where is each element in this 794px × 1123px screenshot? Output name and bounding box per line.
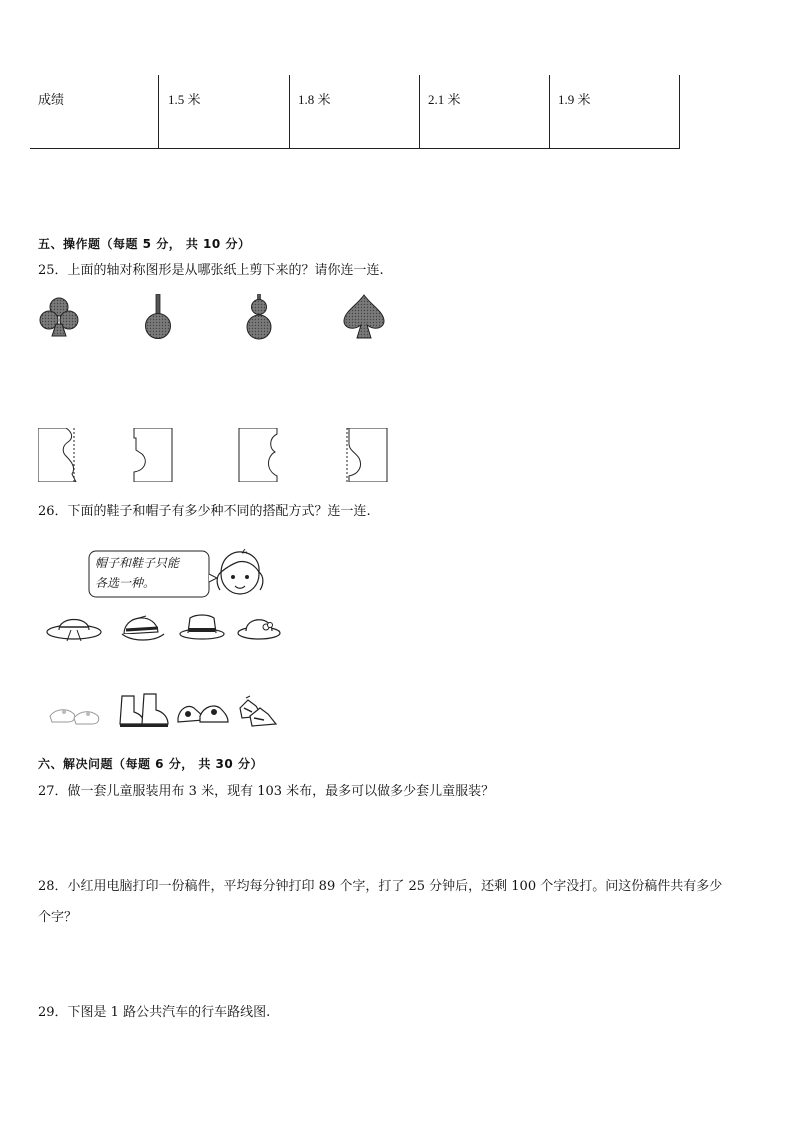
- bubble-line-1: 帽子和鞋子只能: [95, 556, 180, 570]
- score-table: [30, 75, 680, 149]
- table-divider: [549, 75, 550, 149]
- cap-icon[interactable]: [118, 608, 168, 644]
- sport-shoes-icon[interactable]: [236, 694, 280, 730]
- table-cell: 1.9 米: [558, 92, 591, 107]
- paper-half-gourd-icon[interactable]: [237, 428, 279, 482]
- table-divider: [158, 75, 159, 149]
- table-bottom-border: [30, 148, 680, 149]
- girl-icon: [212, 546, 268, 602]
- flower-hat-icon[interactable]: [236, 608, 282, 642]
- table-divider: [289, 75, 290, 149]
- table-cell: 1.5 米: [168, 92, 201, 107]
- table-cell-label: 成绩: [38, 92, 65, 107]
- table-divider: [679, 75, 680, 149]
- question-25: 25．上面的轴对称图形是从哪张纸上剪下来的？请你连一连.: [38, 263, 384, 278]
- sneakers-icon[interactable]: [176, 698, 230, 728]
- section-heading: 五、操作题（每题 5 分， 共 10 分）: [38, 237, 251, 251]
- paper-half-spade-icon[interactable]: [345, 428, 389, 482]
- boots-icon[interactable]: [116, 692, 172, 730]
- sun-hat-icon[interactable]: [45, 608, 103, 644]
- question-28-line-2: 个字？: [38, 910, 78, 925]
- question-27: 27．做一套儿童服装用布 3 米，现有 103 米布，最多可以做多少套儿童服装？: [38, 784, 495, 799]
- question-28-line-1: 28．小红用电脑打印一份稿件，平均每分钟打印 89 个字，打了 25 分钟后，还剩 100 个字没打。问这份稿件共有多少: [38, 879, 723, 894]
- club-icon[interactable]: [38, 296, 80, 338]
- table-cell: 2.1 米: [428, 92, 461, 107]
- table-divider: [419, 75, 420, 149]
- fedora-icon[interactable]: [178, 612, 226, 642]
- paper-half-club-icon[interactable]: [38, 428, 78, 482]
- bubble-line-2: 各选一种。: [95, 576, 156, 590]
- ladle-icon[interactable]: [143, 294, 173, 340]
- speech-bubble: [88, 550, 208, 598]
- section-heading: 六、解决问题（每题 6 分， 共 30 分）: [38, 757, 263, 771]
- spade-icon[interactable]: [342, 294, 386, 340]
- table-cell: 1.8 米: [298, 92, 331, 107]
- question-26: 26．下面的鞋子和帽子有多少种不同的搭配方式？连一连.: [38, 504, 371, 519]
- gourd-icon[interactable]: [245, 294, 273, 340]
- paper-half-ladle-icon[interactable]: [132, 428, 174, 482]
- question-29: 29．下图是 1 路公共汽车的行车路线图.: [38, 1005, 271, 1020]
- flat-shoes-icon[interactable]: [48, 698, 102, 728]
